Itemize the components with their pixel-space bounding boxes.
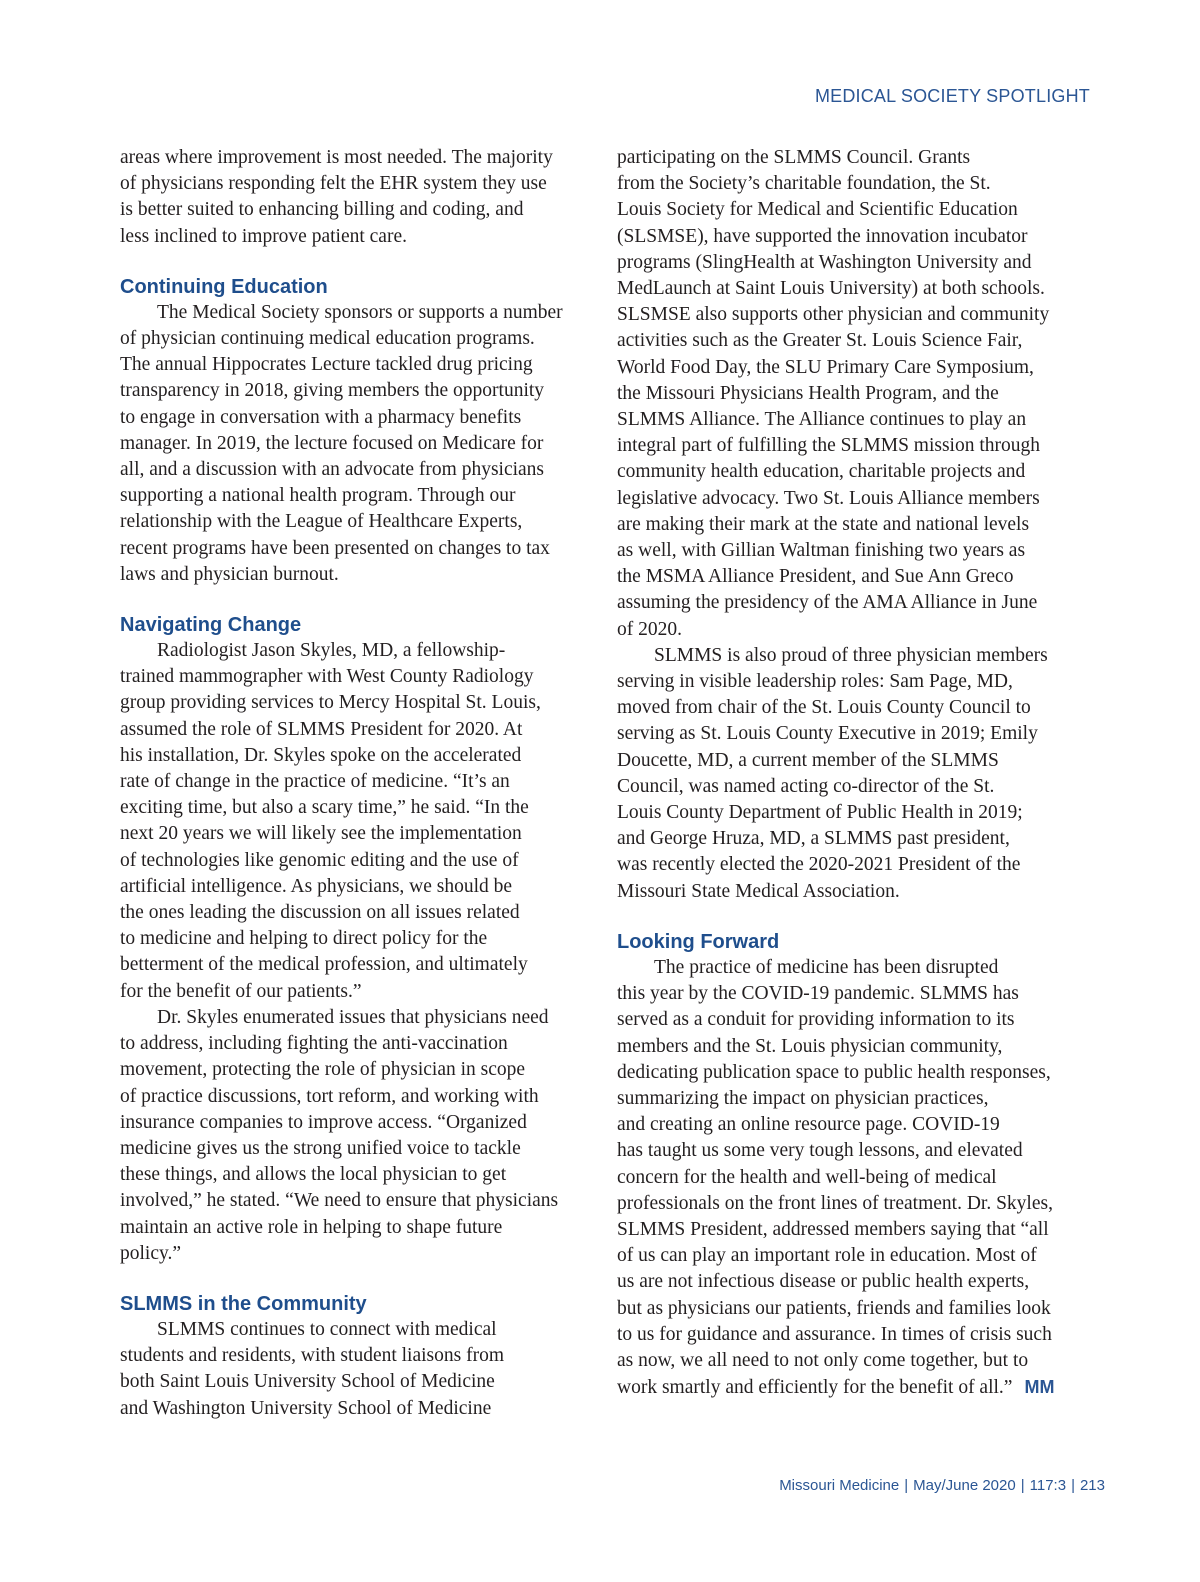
leadership-paragraph: SLMMS is also proud of three physician members serving in visible leadership roles: Sam Page, MD, moved from chair of the St. Louis County Council to serving as St. Louis County Executive in 2019; Emily Doucette, MD, a current member of the SLMMS Council, was named acting co-director of the St. Louis County Department of Public Health in 2019; and George Hruza, MD, a SLMMS past president, was recently elected the 2020-2021 President of the Missouri State Medical Association. <box>617 644 1048 902</box>
footer-volume: 117:3 <box>1029 1477 1067 1494</box>
continuing-education-paragraph: The Medical Society sponsors or supports a number of physician continuing medical education programs. The annual Hippocrates Lecture tackled drug pricing transparency in 2018, giving members the opportunity to engage in conversation with a pharmacy benefits manager. In 2019, the lecture focused on Medicare for all, and a discussion with an advocate from physicians supporting a national health program. Through our relationship with the League of Healthcare Experts, recent programs have been presented on changes to tax laws and physician burnout. <box>120 301 563 585</box>
heading-slmms-community: SLMMS in the Community <box>120 1292 367 1315</box>
footer-separator: | <box>1020 1477 1025 1494</box>
navigating-change-paragraph-1: Radiologist Jason Skyles, MD, a fellowship- trained mammographer with West County Radiology group providing services to Mercy Hospital St. Louis, assumed the role of SLMMS President for 2020. At his installation, Dr. Skyles spoke on the accelerated rate of change in the practice of medicine. “It’s an exciting time, but also a scary time,” he said. “In the next 20 years we will likely see the implementation of technologies like genomic editing and the use of artificial intelligence. As physicians, we should be the ones leading the discussion on all issues related to medicine and helping to direct policy for the betterment of the medical profession, and ultimately for the benefit of our patients.” <box>120 640 541 1002</box>
section-header: MEDICAL SOCIETY SPOTLIGHT <box>814 86 1090 106</box>
footer-publication: Missouri Medicine <box>779 1477 900 1494</box>
footer-page-number: 213 <box>1079 1477 1105 1494</box>
footer-issue-date: May/June 2020 <box>913 1477 1016 1494</box>
navigating-change-paragraph-2: Dr. Skyles enumerated issues that physicians need to address, including fighting the anti-vaccination movement, protecting the role of physician in scope of practice discussions, tort reform, and working with insurance companies to improve access. “Organized medicine gives us the strong unified voice to tackle these things, and allows the local physician to get involved,” he stated. “We need to ensure that physicians maintain an active role in helping to shape future policy.” <box>120 1006 559 1264</box>
continued-paragraph: participating on the SLMMS Council. Grants from the Society’s charitable foundation, the St. Louis Society for Medical and Scientific Education (SLSMSE), have supported the innovation incubator programs (SlingHealth at Washington University and MedLaunch at Saint Louis University) at both schools. SLSMSE also supports other physician and community activities such as the Greater St. Louis Science Fair, World Food Day, the SLU Primary Care Symposium, the Missouri Physicians Health Program, and the SLMMS Alliance. The Alliance continues to play an integral part of fulfilling the SLMMS mission through community health education, charitable projects and legislative advocacy. Two St. Louis Alliance members are making their mark at the state and national levels as well, with Gillian Waltman finishing two years as the MSMA Alliance President, and Sue Ann Greco assuming the presidency of the AMA Alliance in June of 2020. <box>617 147 1050 640</box>
community-paragraph: SLMMS continues to connect with medical students and residents, with student liaisons from both Saint Louis University School of Medicine and Washington University School of Medicine <box>120 1318 505 1419</box>
left-column <box>120 145 600 1422</box>
looking-forward-text: The practice of medicine has been disrupted this year by the COVID-19 pandemic. SLMMS has served as a conduit for providing information to its members and the St. Louis physician community, dedicating publication space to public health responses, summarizing the impact on physician practices, and creating an online resource page. COVID-19 has taught us some very tough lessons, and elevated concern for the health and well-being of medical professionals on the front lines of treatment. Dr. Skyles, SLMMS President, addressed members saying that “all of us can play an important role in education. Most of us are not infectious disease or public health experts, but as physicians our patients, friends and families look to us for guidance and assurance. In times of crisis such as now, we all need to not only come together, but to work smartly and efficiently for the benefit of all.” <box>617 956 1053 1399</box>
footer-separator: | <box>904 1477 909 1494</box>
end-mark-logo: MM <box>1024 1377 1055 1398</box>
heading-looking-forward: Looking Forward <box>617 930 780 953</box>
heading-navigating-change: Navigating Change <box>120 614 302 637</box>
page-footer <box>779 1477 1105 1494</box>
looking-forward-paragraph <box>617 955 1097 1401</box>
intro-paragraph: areas where improvement is most needed. The majority of physicians responding felt the EHR system they use is better suited to enhancing billing and coding, and less inclined to improve patient care. <box>120 147 553 247</box>
footer-separator: | <box>1071 1477 1075 1494</box>
right-column <box>617 145 1097 1401</box>
heading-continuing-education: Continuing Education <box>120 275 328 298</box>
